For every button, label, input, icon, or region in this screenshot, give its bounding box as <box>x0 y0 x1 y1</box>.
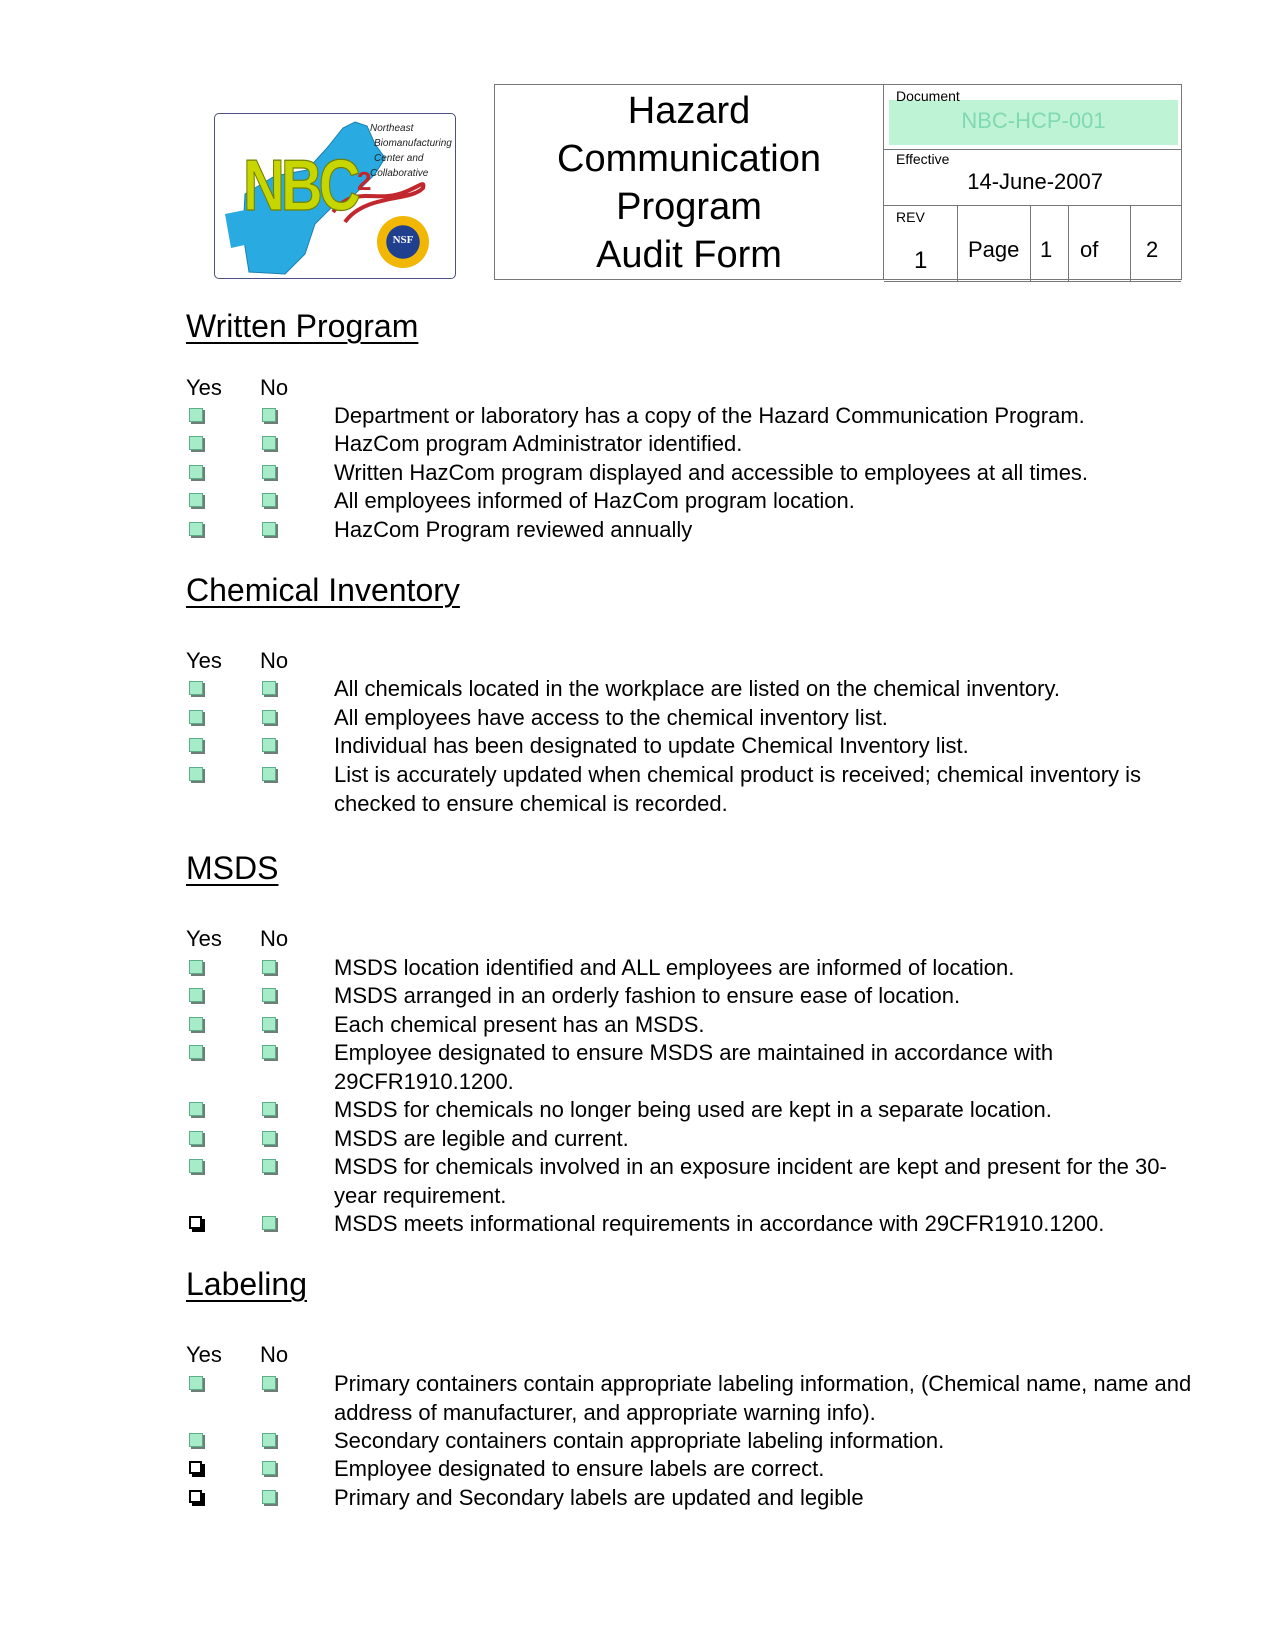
no-checkbox[interactable] <box>262 960 276 974</box>
checklist-item: Employee designated to ensure MSDS are maintained in accordance with 29CFR1910.1200. <box>334 1040 1054 1094</box>
yes-checkbox[interactable] <box>189 408 203 422</box>
yes-checkbox[interactable] <box>189 988 203 1002</box>
yes-checkbox[interactable] <box>189 1490 202 1503</box>
yes-checkbox[interactable] <box>189 1045 203 1059</box>
yes-checkbox[interactable] <box>189 436 203 450</box>
effective-label: Effective <box>896 151 950 167</box>
yes-checkbox[interactable] <box>189 1017 203 1031</box>
rev-label: REV <box>896 209 925 225</box>
yes-checkbox[interactable] <box>189 1102 203 1116</box>
no-checkbox[interactable] <box>262 465 276 479</box>
yes-checkbox[interactable] <box>189 465 203 479</box>
checklist-item: Primary containers contain appropriate labeling information, (Chemical name, name and address of manufacturer, and appropriate warning info). <box>334 1371 1192 1425</box>
yes-header: Yes <box>186 1342 222 1367</box>
yes-checkbox[interactable] <box>189 1376 203 1390</box>
checklist-item: Employee designated to ensure labels are correct. <box>334 1456 825 1481</box>
checklist-item: MSDS for chemicals no longer being used are kept in a separate location. <box>334 1097 1052 1122</box>
document-title: Hazard Communication Program Audit Form <box>494 84 884 280</box>
checklist-item: MSDS for chemicals involved in an exposure incident are kept and present for the 30-year requirement. <box>334 1154 1167 1208</box>
checklist-item: HazCom program Administrator identified. <box>334 431 743 456</box>
yes-checkbox[interactable] <box>189 767 203 781</box>
logo-superscript: 2 <box>357 166 372 196</box>
yes-checkbox[interactable] <box>189 1433 203 1447</box>
rev-row <box>884 205 1181 282</box>
no-checkbox[interactable] <box>262 710 276 724</box>
checklist-item: Written HazCom program displayed and accessible to employees at all times. <box>334 460 1089 485</box>
no-checkbox[interactable] <box>262 408 276 422</box>
no-checkbox[interactable] <box>262 1017 276 1031</box>
checklist-item: HazCom Program reviewed annually <box>334 517 693 542</box>
yes-checkbox[interactable] <box>189 1159 203 1173</box>
section-title: Labeling <box>186 1266 307 1302</box>
nsf-seal-icon: NSF <box>377 216 429 268</box>
no-checkbox[interactable] <box>262 1102 276 1116</box>
effective-date: 14-June-2007 <box>967 169 1103 194</box>
no-checkbox[interactable] <box>262 1376 276 1390</box>
no-checkbox[interactable] <box>262 1216 276 1230</box>
no-checkbox[interactable] <box>262 522 276 536</box>
page-label: Page <box>968 237 1020 262</box>
no-header: No <box>260 375 289 400</box>
no-checkbox[interactable] <box>262 493 276 507</box>
rev-value: 1 <box>914 247 928 274</box>
no-checkbox[interactable] <box>262 1433 276 1447</box>
no-header: No <box>260 1342 289 1367</box>
of-label: of <box>1080 237 1099 262</box>
checklist-item: Each chemical present has an MSDS. <box>334 1012 705 1037</box>
document-row <box>884 85 1181 150</box>
yes-checkbox[interactable] <box>189 1216 202 1229</box>
yes-checkbox[interactable] <box>189 493 203 507</box>
checklist-item: Department or laboratory has a copy of the Hazard Communication Program. <box>334 403 1085 428</box>
checklist-item: All chemicals located in the workplace are listed on the chemical inventory. <box>334 676 1060 701</box>
no-checkbox[interactable] <box>262 1159 276 1173</box>
no-checkbox[interactable] <box>262 436 276 450</box>
yes-header: Yes <box>186 375 222 400</box>
yes-header: Yes <box>186 926 222 951</box>
checklist-item: All employees informed of HazCom program location. <box>334 488 855 513</box>
yes-checkbox[interactable] <box>189 681 203 695</box>
no-checkbox[interactable] <box>262 681 276 695</box>
yes-checkbox[interactable] <box>189 710 203 724</box>
checklist-item: MSDS arranged in an orderly fashion to ensure ease of location. <box>334 983 961 1008</box>
section-title: Written Program <box>186 308 419 344</box>
section-title: Chemical Inventory <box>186 572 460 608</box>
no-checkbox[interactable] <box>262 988 276 1002</box>
checklist-item: List is accurately updated when chemical product is received; chemical inventory is checked to ensure chemical is recorded. <box>334 762 1142 816</box>
yes-checkbox[interactable] <box>189 960 203 974</box>
effective-row <box>884 149 1181 206</box>
checklist-item: MSDS are legible and current. <box>334 1126 629 1151</box>
yes-header: Yes <box>186 648 222 673</box>
document-number-field[interactable]: NBC-HCP-001 <box>889 100 1178 145</box>
logo-text: Northeast Biomanufacturing Center and Collaborative <box>370 123 452 179</box>
checklist-item: Secondary containers contain appropriate labeling information. <box>334 1428 945 1453</box>
yes-checkbox[interactable] <box>189 1131 203 1145</box>
no-checkbox[interactable] <box>262 1461 276 1475</box>
no-checkbox[interactable] <box>262 1045 276 1059</box>
checklist-item: MSDS meets informational requirements in accordance with 29CFR1910.1200. <box>334 1211 1105 1236</box>
document-label: Document <box>896 88 960 104</box>
checklist-item: MSDS location identified and ALL employees are informed of location. <box>334 955 1015 980</box>
page-number: 1 <box>1040 237 1053 262</box>
checklist-item: Primary and Secondary labels are updated and legible <box>334 1485 864 1510</box>
yes-checkbox[interactable] <box>189 522 203 536</box>
no-checkbox[interactable] <box>262 1490 276 1504</box>
yes-checkbox[interactable] <box>189 1461 202 1474</box>
no-checkbox[interactable] <box>262 767 276 781</box>
checklist-item: All employees have access to the chemical inventory list. <box>334 705 888 730</box>
document-meta-table <box>884 84 1182 280</box>
section-title: MSDS <box>186 850 279 886</box>
no-checkbox[interactable] <box>262 738 276 752</box>
page-total: 2 <box>1146 237 1159 262</box>
no-checkbox[interactable] <box>262 1131 276 1145</box>
nbc-logo <box>214 113 456 279</box>
no-header: No <box>260 926 289 951</box>
no-header: No <box>260 648 289 673</box>
yes-checkbox[interactable] <box>189 738 203 752</box>
checklist-item: Individual has been designated to update Chemical Inventory list. <box>334 733 969 758</box>
logo-mark: NBC <box>243 144 357 227</box>
